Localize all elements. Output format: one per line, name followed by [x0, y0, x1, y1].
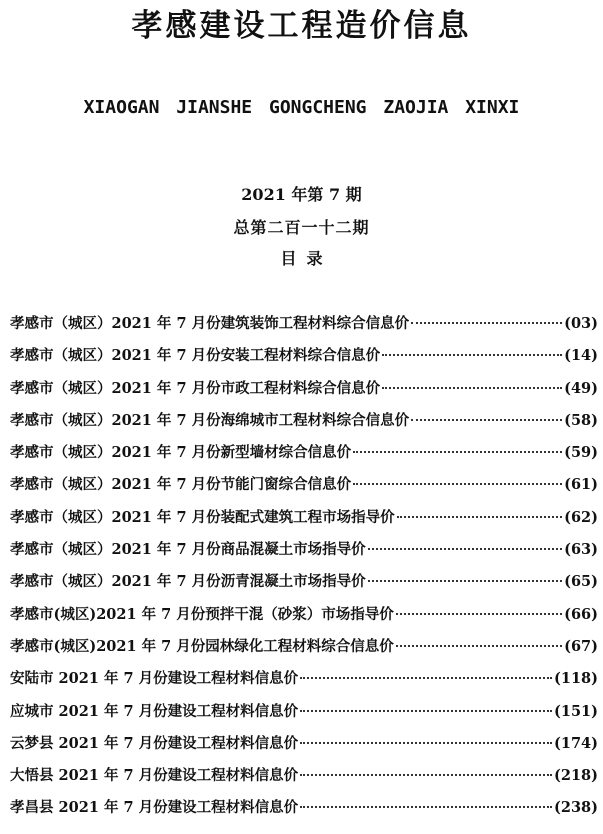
- toc-entry-title: 孝感市（城区）2021 年 7 月份装配式建筑工程市场指导价: [10, 508, 395, 526]
- toc-entry[interactable]: [10, 700, 598, 732]
- toc-entry-title: 孝昌县 2021 年 7 月份建设工程材料信息价: [10, 799, 299, 817]
- toc-entry-page: (118): [554, 670, 598, 688]
- toc-entry[interactable]: [10, 570, 598, 602]
- contents-heading: 目录: [280, 249, 333, 268]
- toc-entry-title: 孝感市（城区）2021 年 7 月份新型墙材综合信息价: [10, 444, 352, 462]
- toc-entry-title: 孝感市（城区）2021 年 7 月份市政工程材料综合信息价: [10, 379, 381, 397]
- toc-leader-dots: [411, 419, 562, 421]
- toc-entry-title: 孝感市（城区）2021 年 7 月份节能门窗综合信息价: [10, 476, 352, 494]
- toc-entry-page: (174): [554, 734, 598, 752]
- toc-entry[interactable]: [10, 538, 598, 570]
- toc-entry[interactable]: [10, 764, 598, 796]
- toc-leader-dots: [382, 387, 562, 389]
- toc-entry-page: (62): [564, 508, 598, 526]
- toc-entry-title: 孝感市(城区)2021 年 7 月份预拌干混（砂浆）市场指导价: [10, 605, 394, 623]
- toc-leader-dots: [300, 710, 552, 712]
- toc-entry[interactable]: [10, 377, 598, 409]
- toc-entry-title: 孝感市(城区)2021 年 7 月份园林绿化工程材料综合信息价: [10, 637, 394, 655]
- toc-leader-dots: [396, 645, 562, 647]
- toc-entry[interactable]: [10, 473, 598, 505]
- toc-entry-page: (65): [564, 573, 598, 591]
- toc-entry-title: 孝感市（城区）2021 年 7 月份商品混凝土市场指导价: [10, 541, 366, 559]
- toc-leader-dots: [300, 677, 552, 679]
- toc-entry-page: (63): [564, 541, 598, 559]
- toc-entry-title: 应城市 2021 年 7 月份建设工程材料信息价: [10, 702, 299, 720]
- toc-entry-page: (58): [564, 411, 598, 429]
- toc-leader-dots: [300, 806, 552, 808]
- toc-entry[interactable]: [10, 506, 598, 538]
- toc-entry-page: (218): [554, 767, 598, 785]
- toc-leader-dots: [300, 742, 552, 744]
- table-of-contents: [10, 312, 598, 829]
- toc-entry-title: 云梦县 2021 年 7 月份建设工程材料信息价: [10, 734, 299, 752]
- toc-entry-title: 孝感市（城区）2021 年 7 月份建筑装饰工程材料综合信息价: [10, 315, 410, 332]
- toc-leader-dots: [353, 483, 562, 485]
- toc-entry-page: (151): [554, 702, 598, 720]
- toc-entry-title: 大悟县 2021 年 7 月份建设工程材料信息价: [10, 767, 299, 785]
- pinyin-title: XIAOGAN JIANSHE GONGCHENG ZAOJIA XINXI: [83, 97, 520, 118]
- toc-entry-page: (03): [564, 315, 598, 332]
- toc-entry[interactable]: [10, 667, 598, 699]
- toc-entry-page: (238): [554, 799, 598, 817]
- toc-entry[interactable]: [10, 409, 598, 441]
- toc-entry[interactable]: [10, 796, 598, 828]
- toc-entry-title: 安陆市 2021 年 7 月份建设工程材料信息价: [10, 670, 299, 688]
- issue-number: 2021 年第 7 期: [241, 185, 362, 204]
- toc-entry-page: (49): [564, 379, 598, 397]
- toc-entry-page: (59): [564, 444, 598, 462]
- toc-entry-page: (66): [564, 605, 598, 623]
- toc-entry-title: 孝感市（城区）2021 年 7 月份海绵城市工程材料综合信息价: [10, 411, 410, 429]
- toc-entry[interactable]: [10, 635, 598, 667]
- toc-entry[interactable]: [10, 603, 598, 635]
- toc-leader-dots: [382, 354, 562, 356]
- toc-entry[interactable]: [10, 441, 598, 473]
- total-issue-number: 总第二百一十二期: [233, 218, 370, 237]
- toc-leader-dots: [368, 580, 563, 582]
- toc-entry-page: (14): [564, 347, 598, 365]
- toc-leader-dots: [397, 516, 563, 518]
- toc-entry-title: 孝感市（城区）2021 年 7 月份安装工程材料综合信息价: [10, 347, 381, 365]
- toc-entry-page: (67): [564, 637, 598, 655]
- toc-entry[interactable]: [10, 344, 598, 376]
- toc-entry[interactable]: [10, 732, 598, 764]
- page-title: 孝感建设工程造价信息: [131, 8, 472, 44]
- toc-leader-dots: [300, 774, 552, 776]
- toc-leader-dots: [368, 548, 563, 550]
- toc-entry-page: (61): [564, 476, 598, 494]
- toc-entry-title: 孝感市（城区）2021 年 7 月份沥青混凝土市场指导价: [10, 573, 366, 591]
- toc-leader-dots: [353, 451, 562, 453]
- toc-leader-dots: [396, 613, 562, 615]
- toc-leader-dots: [411, 322, 562, 324]
- toc-entry[interactable]: [10, 312, 598, 344]
